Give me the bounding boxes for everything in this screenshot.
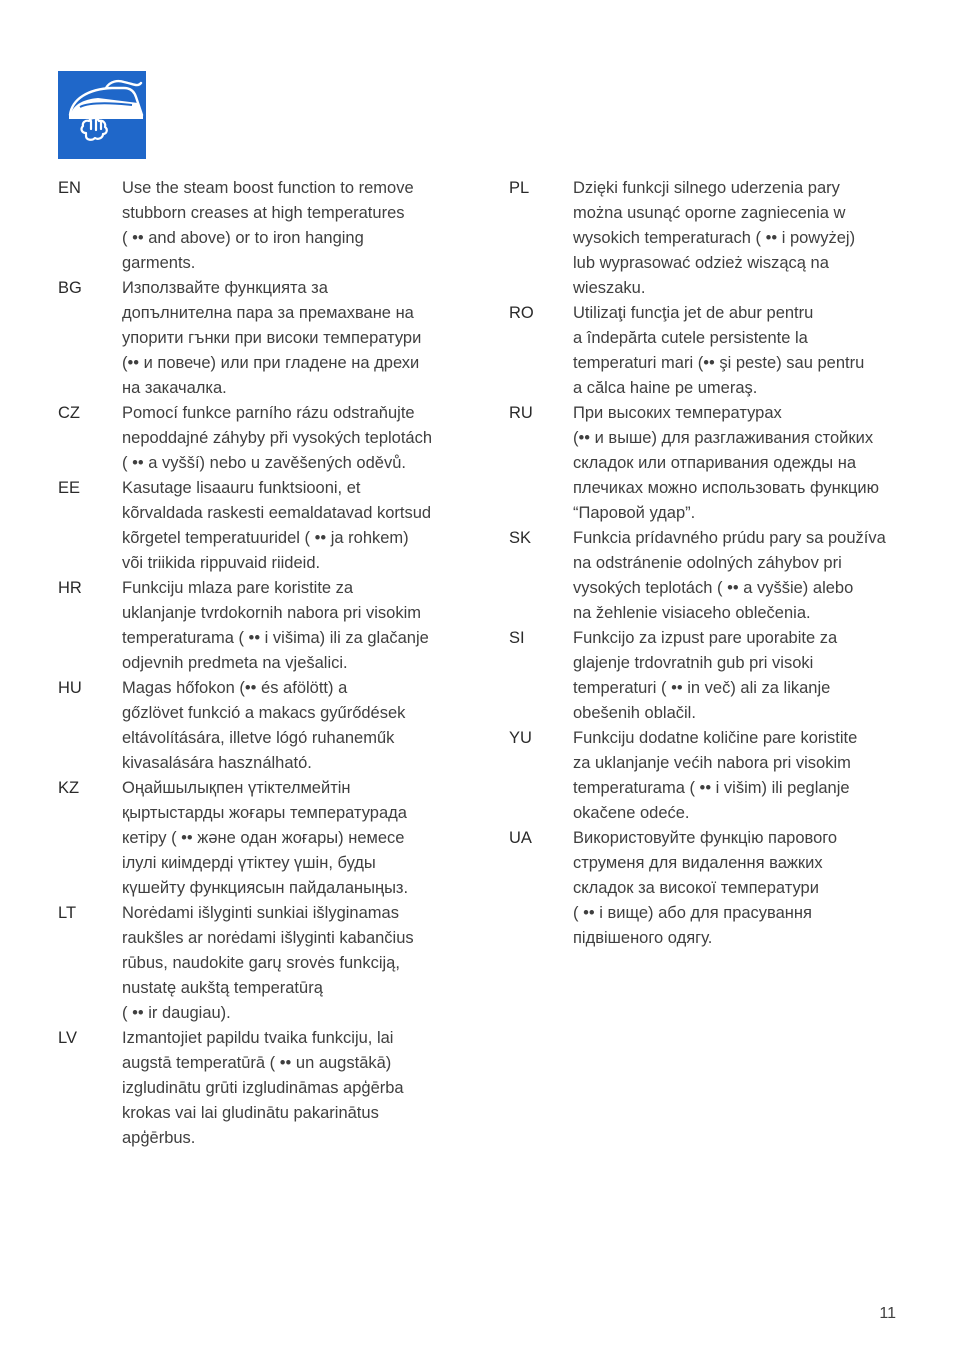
language-code: RO <box>509 304 534 322</box>
left-column <box>58 176 453 1151</box>
language-code: CZ <box>58 404 80 422</box>
instruction-text: Pomocí funkce parního rázu odstraňujte nepoddajné záhyby při vysokých teplotách ( •• a vyšší) nebo u zavěšených oděvů. <box>122 404 433 472</box>
instruction-text: Magas hőfokon (•• és afölött) a gőzlövet funkció a makacs gyűrődések eltávolítására, illetve lógó ruhaneműk kivasalására használható. <box>122 679 406 772</box>
steam-iron-icon <box>58 71 146 159</box>
language-entry-si <box>509 626 904 726</box>
instruction-text: Використовуйте функцію парового струменя для видалення важких складок за високої температури ( •• і вище) або для прасування підвішеного одягу. <box>573 829 838 947</box>
language-entry-hr <box>58 576 453 676</box>
language-entry-bg <box>58 276 453 401</box>
language-code: KZ <box>58 779 80 797</box>
instruction-text: Funkcia prídavného prúdu pary sa používa na odstránenie odolných záhybov pri vysokých teplotách ( •• a vyššie) alebo na žehlenie visiaceho oblečenia. <box>573 529 886 622</box>
instruction-text: Izmantojiet papildu tvaika funkciju, lai augstā temperatūrā ( •• un augstākā) izgludinātu grūti izgludināmas apģērba krokas vai lai gludinātu pakarinātus apģērbus. <box>122 1029 404 1147</box>
language-entry-sk <box>509 526 904 626</box>
steam-iron-icon-box <box>58 71 146 159</box>
language-code: YU <box>509 729 532 747</box>
language-code: HR <box>58 579 82 597</box>
instruction-text: Dzięki funkcji silnego uderzenia pary można usunąć oporne zagniecenia w wysokich temperaturach ( •• i powyżej) lub wyprasować odzież wiszącą na wieszaku. <box>573 179 856 297</box>
language-code: LT <box>58 904 77 922</box>
instruction-text: Funkciju dodatne količine pare koristite za uklanjanje većih nabora pri visokim temperaturama ( •• i višim) ili peglanje okačene odeće. <box>573 729 858 822</box>
language-entry-yu <box>509 726 904 826</box>
language-entry-ee <box>58 476 453 576</box>
language-entry-en <box>58 176 453 276</box>
language-entry-ua <box>509 826 904 951</box>
language-code: HU <box>58 679 82 697</box>
right-column <box>509 176 904 951</box>
instruction-text: Funkciju mlaza pare koristite za uklanjanje tvrdokornih nabora pri visokim temperaturama ( •• i višima) ili za glačanje odjevnih predmeta na vješalici. <box>122 579 429 672</box>
language-code: LV <box>58 1029 77 1047</box>
language-entry-ro <box>509 301 904 401</box>
instruction-text: Kasutage lisaauru funktsiooni, et kõrvaldada raskesti eemaldatavad kortsud kõrgetel temperatuuridel ( •• ja rohkem) või triikida rippuvaid riideid. <box>122 479 432 572</box>
language-code: EN <box>58 179 81 197</box>
language-code: UA <box>509 829 532 847</box>
instruction-text: При высоких температурах (•• и выше) для разглаживания стойких складок или отпаривания одежды на плечиках можно использовать функцию “Паровой удар”. <box>573 404 879 522</box>
instruction-text: Използвайте функцията за допълнителна пара за премахване на упорити гънки при високи температури (•• и повече) или при гладене на дрехи на закачалка. <box>122 279 422 397</box>
language-code: SK <box>509 529 532 547</box>
instruction-text: Funkcijo za izpust pare uporabite za glajenje trdovratnih gub pri visoki temperaturi ( •• in več) ali za likanje obešenih oblačil. <box>573 629 838 722</box>
language-entry-lt <box>58 901 453 1026</box>
instruction-text: Use the steam boost function to remove stubborn creases at high temperatures ( •• and above) or to iron hanging garments. <box>122 179 414 272</box>
language-entry-hu <box>58 676 453 776</box>
language-code: EE <box>58 479 81 497</box>
language-entry-ru <box>509 401 904 526</box>
language-code: SI <box>509 629 525 647</box>
instruction-text: Norėdami išlyginti sunkiai išlyginamas raukšles ar norėdami išlyginti kabančius rūbus, naudokite garų srovės funkciją, nustatę aukštą temperatūrą ( •• ir daugiau). <box>122 904 414 1022</box>
page-number: 11 <box>879 1305 896 1322</box>
language-entry-lv <box>58 1026 453 1151</box>
language-code: PL <box>509 179 530 197</box>
language-entry-cz <box>58 401 453 476</box>
language-entry-kz <box>58 776 453 901</box>
instruction-text: Utilizaţi funcţia jet de abur pentru a îndepărta cutele persistente la temperaturi mari (•• şi peste) sau pentru a călca haine pe umeraş. <box>573 304 865 397</box>
language-code: BG <box>58 279 82 297</box>
language-code: RU <box>509 404 533 422</box>
instruction-text: Оңайшылықпен үтіктелмейтін қыртыстарды жоғары температурада кетіру ( •• және одан жоғары) немесе ілулі киімдерді үтіктеу үшін, буды күшейту функциясын пайдаланыңыз. <box>122 779 409 897</box>
language-entry-pl <box>509 176 904 301</box>
